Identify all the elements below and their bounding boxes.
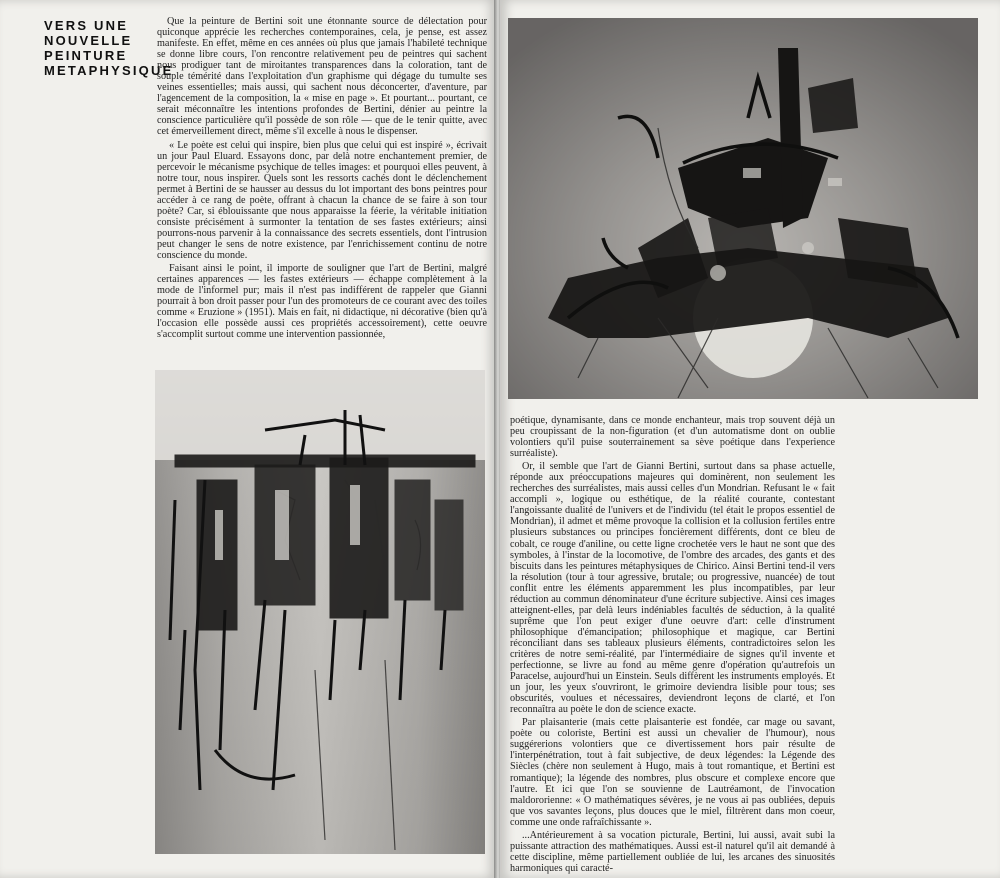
title-line: NOUVELLE [44, 33, 133, 48]
left-page [0, 0, 496, 878]
painting-horizontal [508, 18, 978, 399]
painting-vertical [155, 370, 485, 854]
article-title [44, 18, 174, 78]
right-text-column [510, 415, 835, 874]
right-page [500, 0, 1000, 878]
title-line: METAPHYSIQUE [44, 63, 174, 78]
left-text-column [157, 16, 487, 358]
paragraph: Faisant ainsi le point, il importe de souligner que l'art de Bertini, malgré certaines apparences — les fastes extérieurs — échappe complètement à la mode de l'informel pur; mais il n'est pas indifférent de rappeler que Gianni pourrait à bon droit passer pour l'un des promoteurs de ce courant avec des toiles comme « Eruzione » (1951). Mais en fait, ni didactique, ni décorative (bien qu'à l'occasion elle possède aussi ces propriétés accessoirement), cette oeuvre s'accomplit surtout comme une intervention passionnée, [157, 263, 487, 341]
paragraph: ...Antérieurement à sa vocation picturale, Bertini, lui aussi, avait subi la puissante attraction des mathématiques. Aussi est-il naturel qu'il ait demandé à cette discipline, même partiellement oubliée de lui, les arcanes des sinuosités harmoniques qui caracté- [510, 829, 835, 874]
paragraph: poétique, dynamisante, dans ce monde enchanteur, mais trop souvent déjà un peu croupissant de la non-figuration (et d'un automatisme dont on oublie volontiers qu'il puise souterrainement sa sève poétique dans l'experience surréaliste). [510, 415, 835, 460]
title-line: VERS UNE [44, 18, 129, 33]
paragraph: « Le poète est celui qui inspire, bien plus que celui qui est inspiré », écrivait un jour Paul Eluard. Essayons donc, par delà notre enchantement premier, de percevoir le mécanisme psychique de telles images: et pourquoi elles peuvent, à notre tour, nous inspirer. Quels sont les ressorts cachés dont le déclenchement permet à Bertini de se hausser au dessus du lot important des bons peintres pour accéder à ce rang de poète, offrant à chacun la chance de se faire à son tour poète? Car, si éblouissante que nous apparaisse la féerie, la véritable initiation consiste précisément à surmonter la tentation de ses fastes extérieurs; ainsi pourrons-nous parvenir à la connaissance des secrets essentiels, dont l'intrusion peut changer le sens de notre existence, par l'enrichissement continu de notre conscience du monde. [157, 139, 487, 261]
paragraph: Par plaisanterie (mais cette plaisanterie est fondée, car mage ou savant, poète ou coloriste, Bertini est aussi un chevalier de l'humour), nous suggérerions volontiers que ce divertissement hors pair résulte de l'interpénétration, tout à fait subjective, de deux légendes: la Légende des Siècles (chère non seulement à Hugo, mais à tout romantique, et Bertini est romantique); la légende des nombres, plus obscure et complexe encore que l'autre. Et ici que l'on se souvienne de Lautréamont, de l'invocation maldororienne: « O mathématiques sévères, je ne vous ai pas oubliées, depuis que vos savantes leçons, plus douces que le miel, filtrèrent dans mon coeur, comme une onde rafraîchissante ». [510, 717, 835, 828]
paragraph: Que la peinture de Bertini soit une étonnante source de délectation pour quiconque apprécie les recherches contemporaines, cela, je pense, est assez manifeste. En effet, même en ces années où plus que jamais l'habileté technique se donne libre cours, l'on rencontre relativement peu de peintres qui sachent nous prodiguer tant de miroitantes transparences dans la coloration, tant de souple témérité dans l'exploitation d'un graphisme qui dégage du tumulte ses veines essentielles; mais aussi, qui sachent nous déconcerter, d'aventure, par l'agencement de la composition, la « mise en page ». Et pourtant... pourtant, ce serait méconnaître les intentions profondes de Bertini, dénier au peintre la conscience particulière qu'il possède de son rôle — que de le tenir quitte, avec cet émerveillement direct, même s'il excelle à nous le dispenser. [157, 16, 487, 138]
title-line: PEINTURE [44, 48, 128, 63]
paragraph: Or, il semble que l'art de Gianni Bertini, surtout dans sa phase actuelle, réponde aux préoccupations majeures qui dominèrent, non seulement les recherches des surréalistes, mais aussi celles d'un Mondrian. Refusant le « fait accompli », logique ou esthétique, de la réalité courante, contestant l'angoissante dualité de l'univers et de l'individu (tel était le propos essentiel de Mondrian), il admet et même provoque la collision et la collusion fertiles entre plusieurs substances ou principes foncièrement différents, dont ce bleu de cobalt, ce rouge d'aniline, ou cette ligne crochetée vers le haut ne sont que des symboles, à l'instar de la locomotive, de l'ombre des arcades, des gants et des biscuits dans les peintures métaphysiques de Chirico. Ainsi Bertini tend-il vers la résolution (tour à tour agressive, brutale; ou progressive, nuancée) de tout conflit entre les éléments apparemment les plus incompatibles, par leur réduction au commun dénominateur d'une écriture subjective. Ainsi ces images atteignent-elles, par delà leurs indéniables facultés de séduction, à la qualité suprême que l'on peut exiger d'une oeuvre d'art: celle d'instrument philosophique d'émancipation; philosophique et magique, car Bertini réconciliant dans ses tableaux plusieurs éléments, contradictoires selon les critères de notre semi-réalité, par l'intermédiaire de signes qu'il invente et perfectionne, se livre au fond au même genre d'opération qu'autrefois un Paracelse, aujourd'hui un Einstein. Seuls diffèrent les instruments employés. Et un jour, les yeux s'ouvriront, le grimoire deviendra lisible pour tous; ses obscurités, voulues et nécessaires, deviendront leçons de clarté, et l'on reconnaîtra au poète le don de science exacte. [510, 461, 835, 716]
